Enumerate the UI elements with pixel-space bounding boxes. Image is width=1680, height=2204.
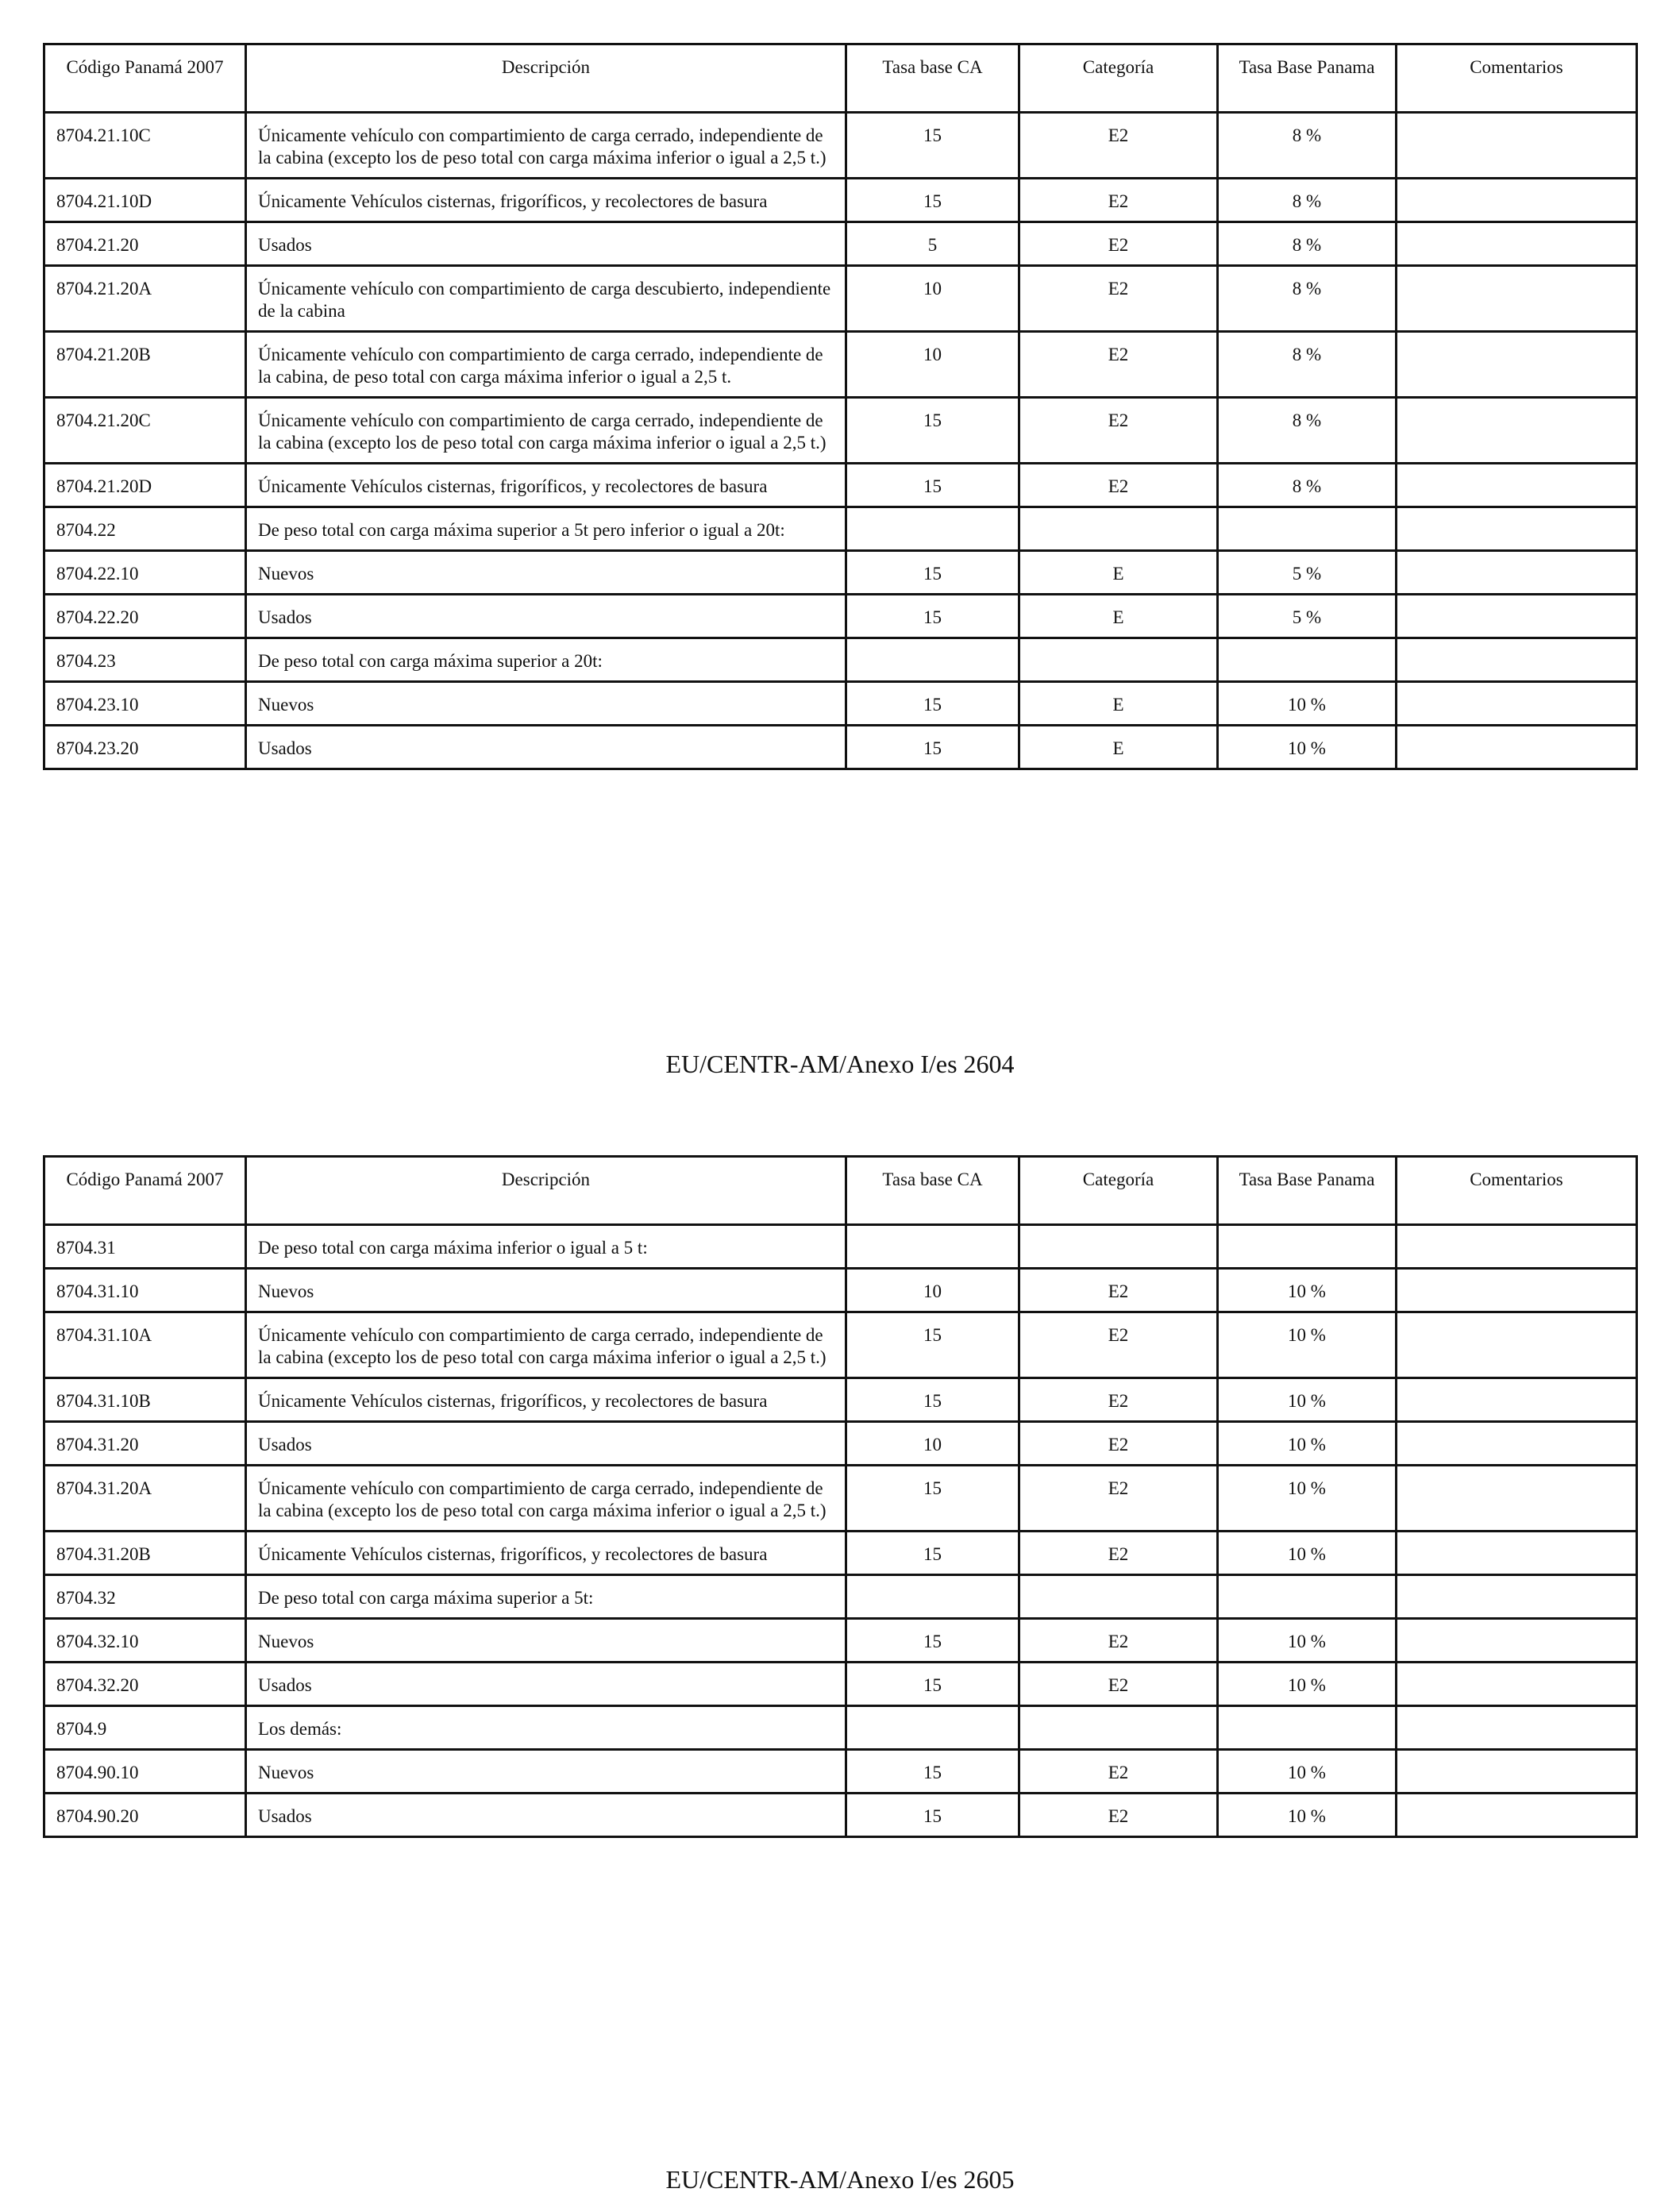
- table-row: [44, 1312, 1637, 1378]
- cell-code: 8704.23.10: [44, 682, 246, 726]
- cell-category: [1019, 507, 1218, 551]
- cell-rate-ca: [846, 507, 1019, 551]
- cell-description: Únicamente vehículo con compartimiento de carga cerrado, independiente de la cabina (excepto los de peso total con carga máxima inferior o igual a 2,5 t.): [246, 1312, 846, 1378]
- cell-code: 8704.32: [44, 1575, 246, 1619]
- cell-comments: [1397, 1378, 1637, 1422]
- table-row: [44, 266, 1637, 332]
- cell-comments: [1397, 595, 1637, 638]
- cell-comments: [1397, 638, 1637, 682]
- cell-rate-panama: 10 %: [1218, 1619, 1397, 1663]
- table-row: [44, 682, 1637, 726]
- cell-rate-panama: 10 %: [1218, 1466, 1397, 1532]
- header-row: [44, 44, 1637, 113]
- table-row: [44, 1269, 1637, 1312]
- header-row: [44, 1157, 1637, 1225]
- cell-category: E2: [1019, 398, 1218, 464]
- header-code: Código Panamá 2007: [44, 44, 246, 113]
- cell-comments: [1397, 1269, 1637, 1312]
- cell-category: E2: [1019, 1466, 1218, 1532]
- cell-rate-ca: 10: [846, 1269, 1019, 1312]
- header-description: Descripción: [246, 44, 846, 113]
- cell-comments: [1397, 1750, 1637, 1794]
- cell-category: E: [1019, 595, 1218, 638]
- cell-description: Usados: [246, 595, 846, 638]
- table-row: [44, 595, 1637, 638]
- cell-category: E2: [1019, 1663, 1218, 1706]
- cell-comments: [1397, 1225, 1637, 1269]
- header-rate-panama: Tasa Base Panama: [1218, 44, 1397, 113]
- cell-code: 8704.21.10C: [44, 113, 246, 179]
- cell-code: 8704.90.10: [44, 1750, 246, 1794]
- cell-comments: [1397, 726, 1637, 769]
- cell-comments: [1397, 1794, 1637, 1837]
- cell-rate-ca: 15: [846, 1663, 1019, 1706]
- table-row: [44, 507, 1637, 551]
- table-row: [44, 398, 1637, 464]
- cell-comments: [1397, 1619, 1637, 1663]
- cell-description: Nuevos: [246, 1619, 846, 1663]
- cell-comments: [1397, 507, 1637, 551]
- cell-description: Usados: [246, 1663, 846, 1706]
- cell-rate-panama: 8 %: [1218, 179, 1397, 222]
- cell-category: [1019, 1575, 1218, 1619]
- cell-code: 8704.23: [44, 638, 246, 682]
- cell-rate-panama: 8 %: [1218, 113, 1397, 179]
- table-row: [44, 638, 1637, 682]
- cell-rate-panama: 10 %: [1218, 1422, 1397, 1466]
- cell-comments: [1397, 1312, 1637, 1378]
- page-footer: EU/CENTR-AM/Anexo I/es 2604: [665, 1050, 1015, 1078]
- cell-code: 8704.32.20: [44, 1663, 246, 1706]
- cell-category: E2: [1019, 1619, 1218, 1663]
- cell-category: E2: [1019, 113, 1218, 179]
- table-row: [44, 1619, 1637, 1663]
- table-row: [44, 1706, 1637, 1750]
- cell-category: E2: [1019, 332, 1218, 398]
- cell-code: 8704.31.20A: [44, 1466, 246, 1532]
- cell-comments: [1397, 682, 1637, 726]
- cell-code: 8704.31.20B: [44, 1532, 246, 1575]
- table-header: [44, 44, 1637, 113]
- cell-description: Nuevos: [246, 682, 846, 726]
- cell-rate-panama: 10 %: [1218, 1750, 1397, 1794]
- table-row: [44, 726, 1637, 769]
- cell-description: Nuevos: [246, 1750, 846, 1794]
- cell-rate-panama: 5 %: [1218, 595, 1397, 638]
- cell-rate-ca: [846, 1575, 1019, 1619]
- cell-rate-panama: 8 %: [1218, 398, 1397, 464]
- cell-category: [1019, 1706, 1218, 1750]
- cell-code: 8704.31.20: [44, 1422, 246, 1466]
- cell-code: 8704.32.10: [44, 1619, 246, 1663]
- cell-description: Únicamente vehículo con compartimiento de carga cerrado, independiente de la cabina (excepto los de peso total con carga máxima inferior o igual a 2,5 t.): [246, 398, 846, 464]
- cell-comments: [1397, 551, 1637, 595]
- table-body: [44, 113, 1637, 769]
- cell-description: Usados: [246, 726, 846, 769]
- table-row: [44, 179, 1637, 222]
- cell-rate-panama: [1218, 1225, 1397, 1269]
- cell-rate-ca: 15: [846, 1619, 1019, 1663]
- cell-rate-ca: 15: [846, 726, 1019, 769]
- cell-description: Usados: [246, 1422, 846, 1466]
- cell-rate-ca: 5: [846, 222, 1019, 266]
- cell-comments: [1397, 1422, 1637, 1466]
- table-row: [44, 551, 1637, 595]
- cell-description: Usados: [246, 222, 846, 266]
- cell-rate-ca: 15: [846, 595, 1019, 638]
- cell-code: 8704.9: [44, 1706, 246, 1750]
- header-code: Código Panamá 2007: [44, 1157, 246, 1225]
- cell-rate-ca: 15: [846, 1378, 1019, 1422]
- table-row: [44, 1378, 1637, 1422]
- cell-comments: [1397, 398, 1637, 464]
- table-row: [44, 113, 1637, 179]
- cell-code: 8704.31.10A: [44, 1312, 246, 1378]
- cell-category: E2: [1019, 179, 1218, 222]
- cell-category: E2: [1019, 1794, 1218, 1837]
- cell-rate-panama: 10 %: [1218, 1378, 1397, 1422]
- cell-comments: [1397, 179, 1637, 222]
- cell-rate-ca: 15: [846, 464, 1019, 507]
- header-comments: Comentarios: [1397, 1157, 1637, 1225]
- table-row: [44, 1663, 1637, 1706]
- cell-rate-panama: 8 %: [1218, 464, 1397, 507]
- cell-code: 8704.21.20D: [44, 464, 246, 507]
- cell-description: Únicamente vehículo con compartimiento de carga descubierto, independiente de la cabina: [246, 266, 846, 332]
- cell-description: Los demás:: [246, 1706, 846, 1750]
- table-row: [44, 1794, 1637, 1837]
- cell-rate-ca: [846, 1706, 1019, 1750]
- cell-comments: [1397, 1663, 1637, 1706]
- table-row: [44, 332, 1637, 398]
- cell-rate-ca: 15: [846, 398, 1019, 464]
- cell-category: E2: [1019, 1378, 1218, 1422]
- cell-description: Únicamente Vehículos cisternas, frigoríficos, y recolectores de basura: [246, 464, 846, 507]
- cell-rate-ca: 15: [846, 1466, 1019, 1532]
- cell-description: Únicamente Vehículos cisternas, frigoríficos, y recolectores de basura: [246, 1532, 846, 1575]
- cell-rate-panama: 10 %: [1218, 1312, 1397, 1378]
- cell-code: 8704.21.20A: [44, 266, 246, 332]
- cell-category: E2: [1019, 1312, 1218, 1378]
- cell-rate-ca: [846, 1225, 1019, 1269]
- cell-rate-panama: 10 %: [1218, 726, 1397, 769]
- header-rate-ca: Tasa base CA: [846, 1157, 1019, 1225]
- cell-rate-panama: [1218, 1706, 1397, 1750]
- header-rate-ca: Tasa base CA: [846, 44, 1019, 113]
- cell-description: Usados: [246, 1794, 846, 1837]
- cell-comments: [1397, 1575, 1637, 1619]
- cell-code: 8704.21.20: [44, 222, 246, 266]
- cell-category: E2: [1019, 222, 1218, 266]
- cell-comments: [1397, 266, 1637, 332]
- cell-description: De peso total con carga máxima superior a 5t pero inferior o igual a 20t:: [246, 507, 846, 551]
- table-row: [44, 1532, 1637, 1575]
- table-row: [44, 1575, 1637, 1619]
- cell-comments: [1397, 113, 1637, 179]
- cell-description: Únicamente vehículo con compartimiento de carga cerrado, independiente de la cabina (excepto los de peso total con carga máxima inferior o igual a 2,5 t.): [246, 1466, 846, 1532]
- table-row: [44, 1225, 1637, 1269]
- cell-code: 8704.22.10: [44, 551, 246, 595]
- cell-rate-ca: 15: [846, 179, 1019, 222]
- cell-description: De peso total con carga máxima inferior o igual a 5 t:: [246, 1225, 846, 1269]
- cell-comments: [1397, 1532, 1637, 1575]
- cell-code: 8704.23.20: [44, 726, 246, 769]
- cell-category: E2: [1019, 1269, 1218, 1312]
- cell-category: E2: [1019, 1532, 1218, 1575]
- cell-code: 8704.21.20B: [44, 332, 246, 398]
- cell-description: Únicamente Vehículos cisternas, frigoríficos, y recolectores de basura: [246, 179, 846, 222]
- cell-rate-ca: 15: [846, 113, 1019, 179]
- cell-rate-panama: [1218, 507, 1397, 551]
- cell-comments: [1397, 1466, 1637, 1532]
- table-header: [44, 1157, 1637, 1225]
- cell-rate-ca: 15: [846, 682, 1019, 726]
- table-row: [44, 1422, 1637, 1466]
- cell-code: 8704.22: [44, 507, 246, 551]
- cell-category: E: [1019, 726, 1218, 769]
- cell-comments: [1397, 332, 1637, 398]
- cell-code: 8704.31: [44, 1225, 246, 1269]
- header-category: Categoría: [1019, 44, 1218, 113]
- cell-comments: [1397, 464, 1637, 507]
- cell-rate-panama: 8 %: [1218, 222, 1397, 266]
- header-description: Descripción: [246, 1157, 846, 1225]
- cell-rate-ca: 15: [846, 1312, 1019, 1378]
- cell-code: 8704.21.20C: [44, 398, 246, 464]
- cell-rate-ca: 15: [846, 1750, 1019, 1794]
- cell-code: 8704.31.10: [44, 1269, 246, 1312]
- cell-rate-panama: [1218, 1575, 1397, 1619]
- tariff-table-page-2605: [43, 1155, 1638, 1838]
- header-category: Categoría: [1019, 1157, 1218, 1225]
- cell-rate-panama: 10 %: [1218, 1794, 1397, 1837]
- cell-category: E: [1019, 551, 1218, 595]
- table-row: [44, 222, 1637, 266]
- cell-description: Únicamente vehículo con compartimiento de carga cerrado, independiente de la cabina (excepto los de peso total con carga máxima inferior o igual a 2,5 t.): [246, 113, 846, 179]
- table-body: [44, 1225, 1637, 1837]
- tariff-table-page-2604: [43, 43, 1638, 770]
- cell-description: De peso total con carga máxima superior a 5t:: [246, 1575, 846, 1619]
- header-comments: Comentarios: [1397, 44, 1637, 113]
- cell-description: Nuevos: [246, 1269, 846, 1312]
- cell-rate-panama: [1218, 638, 1397, 682]
- cell-comments: [1397, 1706, 1637, 1750]
- cell-category: E2: [1019, 266, 1218, 332]
- cell-description: Únicamente vehículo con compartimiento de carga cerrado, independiente de la cabina, de peso total con carga máxima inferior o igual a 2,5 t.: [246, 332, 846, 398]
- cell-rate-ca: 10: [846, 266, 1019, 332]
- cell-description: Únicamente Vehículos cisternas, frigoríficos, y recolectores de basura: [246, 1378, 846, 1422]
- cell-rate-ca: 10: [846, 1422, 1019, 1466]
- cell-category: E2: [1019, 1750, 1218, 1794]
- table-row: [44, 1750, 1637, 1794]
- cell-category: E2: [1019, 464, 1218, 507]
- cell-rate-ca: 10: [846, 332, 1019, 398]
- cell-category: E: [1019, 682, 1218, 726]
- cell-code: 8704.31.10B: [44, 1378, 246, 1422]
- cell-rate-panama: 10 %: [1218, 682, 1397, 726]
- cell-rate-ca: [846, 638, 1019, 682]
- cell-rate-panama: 5 %: [1218, 551, 1397, 595]
- page-footer: EU/CENTR-AM/Anexo I/es 2605: [665, 2165, 1015, 2194]
- cell-rate-ca: 15: [846, 1794, 1019, 1837]
- cell-category: [1019, 1225, 1218, 1269]
- cell-rate-ca: 15: [846, 551, 1019, 595]
- cell-rate-ca: 15: [846, 1532, 1019, 1575]
- cell-rate-panama: 10 %: [1218, 1532, 1397, 1575]
- table-row: [44, 1466, 1637, 1532]
- cell-code: 8704.90.20: [44, 1794, 246, 1837]
- cell-rate-panama: 8 %: [1218, 266, 1397, 332]
- cell-category: [1019, 638, 1218, 682]
- header-rate-panama: Tasa Base Panama: [1218, 1157, 1397, 1225]
- table-row: [44, 464, 1637, 507]
- cell-category: E2: [1019, 1422, 1218, 1466]
- cell-comments: [1397, 222, 1637, 266]
- cell-rate-panama: 10 %: [1218, 1269, 1397, 1312]
- cell-rate-panama: 8 %: [1218, 332, 1397, 398]
- cell-code: 8704.22.20: [44, 595, 246, 638]
- cell-description: De peso total con carga máxima superior a 20t:: [246, 638, 846, 682]
- cell-code: 8704.21.10D: [44, 179, 246, 222]
- cell-rate-panama: 10 %: [1218, 1663, 1397, 1706]
- cell-description: Nuevos: [246, 551, 846, 595]
